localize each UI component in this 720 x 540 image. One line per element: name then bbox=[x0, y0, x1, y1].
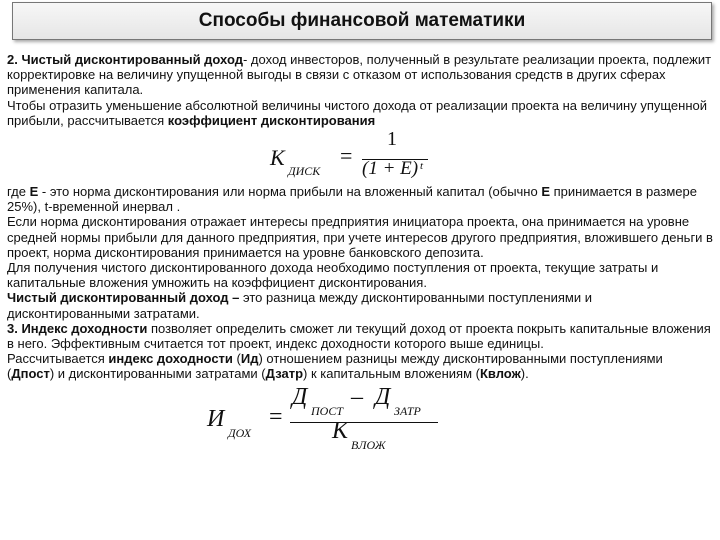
formula2-minus: – bbox=[351, 383, 363, 410]
document-body bbox=[7, 52, 713, 450]
formula-profitability-index bbox=[7, 383, 713, 452]
formula2-num-a-sub: ПОСТ bbox=[311, 403, 344, 418]
formula2-den: К bbox=[332, 417, 348, 444]
formula1-lhs: К bbox=[270, 145, 285, 171]
paragraph-discount-intro: Чтобы отразить уменьшение абсолютной величины чистого дохода от реализации проекта на величину упущенной прибыли, рассчитывается коэффициент дисконтирования bbox=[7, 97, 707, 128]
formula2-den-sub: ВЛОЖ bbox=[351, 437, 386, 452]
paragraph-index-calculation: Рассчитывается индекс доходности (Ид) отношением разницы между дисконтированными поступлениями (Дпост) и дисконтированными затратами (Дзатр) к капитальным вложениям (Квлож). bbox=[7, 351, 663, 382]
formula1-lhs-sub: ДИСК bbox=[288, 164, 321, 179]
formula1-denominator: (1 + E) bbox=[362, 158, 419, 180]
formula2-lhs: И bbox=[207, 405, 225, 432]
formula2-fraction-bar bbox=[290, 422, 438, 423]
formula2-num-a: Д bbox=[292, 383, 308, 410]
paragraph-ndd-definition: 2. Чистый дисконтированный доход- доход инвесторов, полученный в результате реализации проекта, подлежит корректировке на величину упущенной выгоды в связи с отказом от использования средств в других сферах применения капитала. bbox=[7, 52, 712, 98]
formula1-equals: = bbox=[340, 143, 353, 169]
formula1-exponent: t bbox=[420, 160, 424, 173]
paragraph-where-e: где Е - это норма дисконтирования или норма прибыли на вложенный капитал (обычно Е принимается в размере 25%), t-временной инервал . bbox=[7, 184, 697, 215]
page-title: Способы финансовой математики bbox=[198, 10, 526, 31]
formula2-lhs-sub: ДОХ bbox=[228, 425, 252, 440]
formula2-num-b: Д bbox=[375, 383, 391, 410]
paragraph-discount-rate-level: Если норма дисконтирования отражает интересы предприятия инициатора проекта, она принимается на уровне средней нормы прибыли для данного предприятия, при учете интересов другого предприятия, вложившего деньги в проект, норма дисконтирования принимается на уровне банковского депозита. bbox=[7, 214, 713, 260]
term-discount-coefficient: коэффициент дисконтирования bbox=[167, 112, 376, 128]
title-box bbox=[12, 2, 712, 40]
formula1-numerator: 1 bbox=[387, 128, 397, 151]
paragraph-ndd-calculation: Для получения чистого дисконтированного дохода необходимо поступления от проекта, текущие затраты и капитальные вложения умножить на коэффициент дисконтирования. bbox=[7, 260, 659, 291]
paragraph-ndd-difference: Чистый дисконтированный доход – это разница между дисконтированными поступлениями и дисконтированными затратами. bbox=[7, 290, 592, 321]
formula-discount-coefficient bbox=[7, 128, 713, 184]
term-ndd: 2. Чистый дисконтированный доход bbox=[7, 52, 243, 67]
paragraph-profitability-index: 3. Индекс доходности позволяет определить сможет ли текущий доход от проекта покрыть капитальные вложения в него. Эффективным считается тот проект, индекс доходности которого выше единицы. bbox=[7, 320, 711, 352]
formula2-equals: = bbox=[269, 403, 283, 430]
formula2-num-b-sub: ЗАТР bbox=[394, 403, 421, 418]
